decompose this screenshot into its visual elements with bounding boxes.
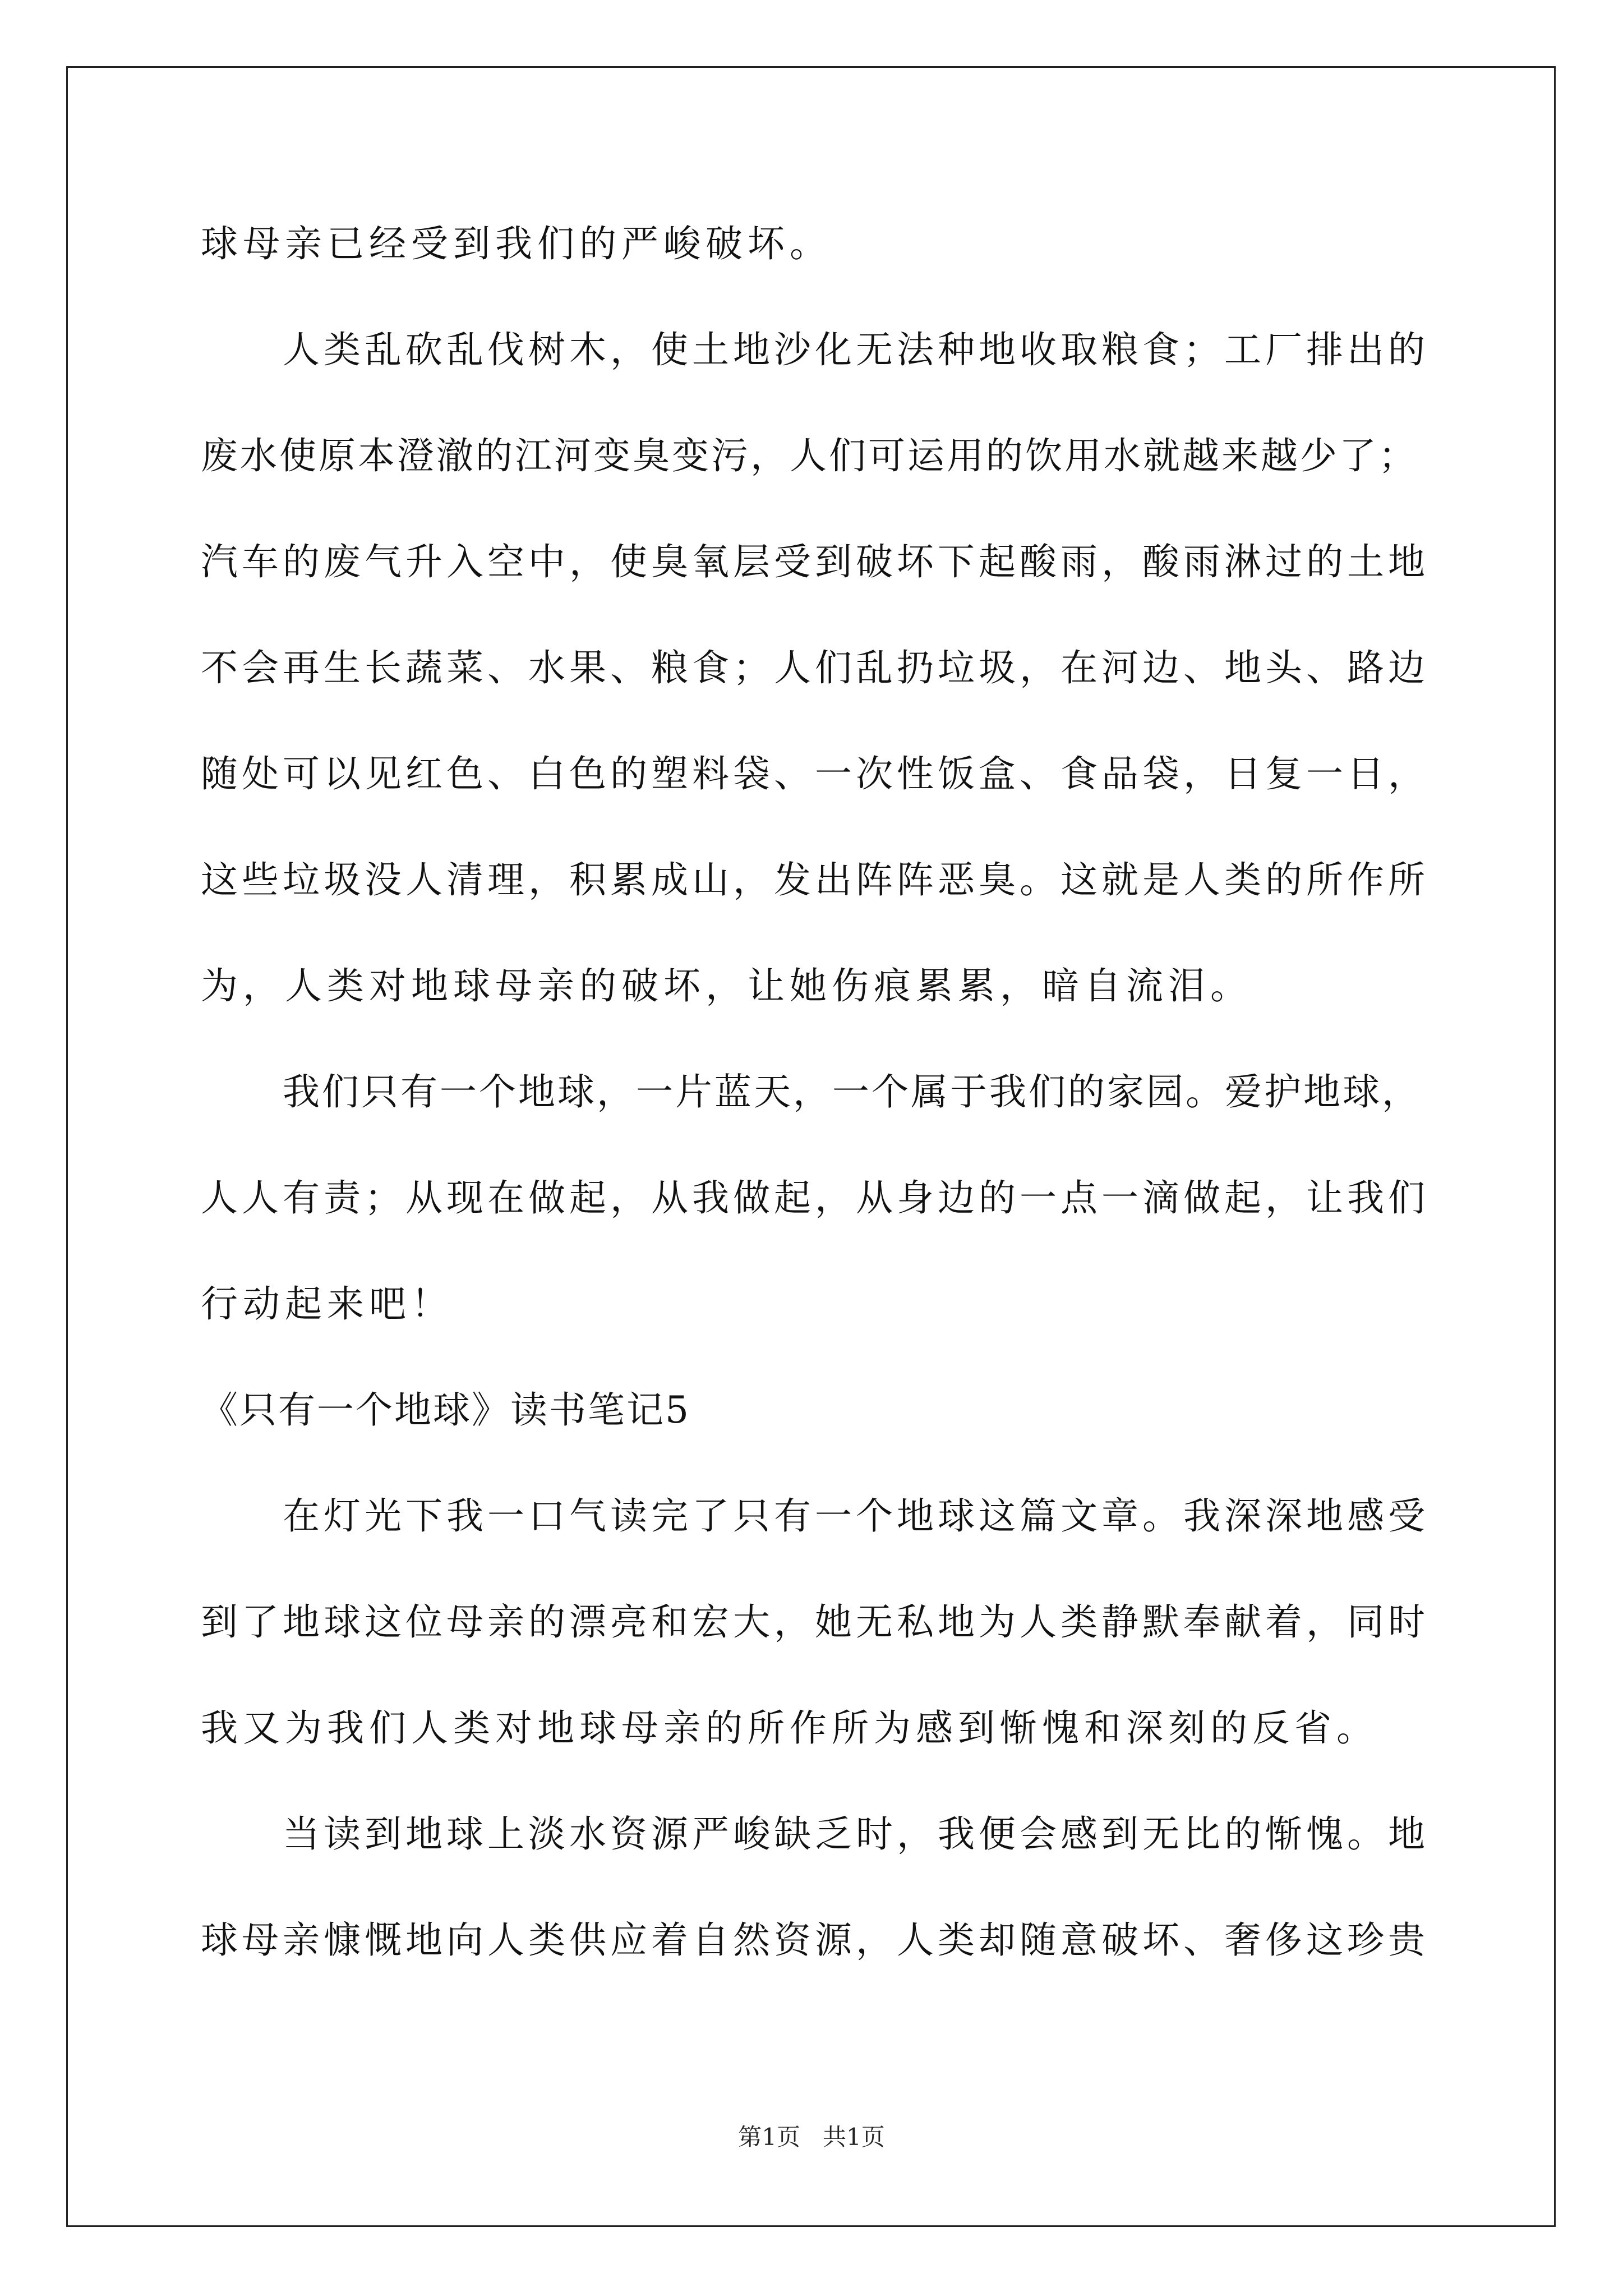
text-line: 为，人类对地球母亲的破坏，让她伤痕累累，暗自流泪。 — [201, 964, 1252, 1007]
section-heading: 《只有一个地球》读书笔记5 — [201, 1388, 690, 1432]
paragraph-start-line: 我们只有一个地球，一片蓝天，一个属于我们的家园。爱护地球， — [283, 1070, 1421, 1114]
text-line: 随处可以见红色、白色的塑料袋、一次性饭盒、食品袋，日复一日， — [201, 752, 1429, 795]
text-line: 不会再生长蔬菜、水果、粮食；人们乱扔垃圾，在河边、地头、路边 — [201, 646, 1429, 689]
text-line: 到了地球这位母亲的漂亮和宏大，她无私地为人类静默奉献着，同时 — [201, 1600, 1429, 1644]
paragraph-start-line: 当读到地球上淡水资源严峻缺乏时，我便会感到无比的惭愧。地 — [283, 1812, 1429, 1856]
text-line: 球母亲慷慨地向人类供应着自然资源，人类却随意破坏、奢侈这珍贵 — [201, 1918, 1429, 1962]
paragraph-start-line: 在灯光下我一口气读完了只有一个地球这篇文章。我深深地感受 — [283, 1494, 1429, 1538]
text-line: 人人有责；从现在做起，从我做起，从身边的一点一滴做起，让我们 — [201, 1176, 1429, 1220]
page-number-footer: 第1页 共1页 — [738, 2123, 885, 2151]
page-border — [66, 66, 1556, 2227]
text-line: 行动起来吧！ — [201, 1282, 453, 1326]
text-line: 这些垃圾没人清理，积累成山，发出阵阵恶臭。这就是人类的所作所 — [201, 858, 1429, 901]
text-line: 汽车的废气升入空中，使臭氧层受到破坏下起酸雨，酸雨淋过的土地 — [201, 540, 1429, 583]
text-line: 球母亲已经受到我们的严峻破坏。 — [201, 222, 832, 265]
paragraph-start-line: 人类乱砍乱伐树木，使土地沙化无法种地收取粮食；工厂排出的 — [283, 328, 1429, 371]
text-line: 废水使原本澄澈的江河变臭变污，人们可运用的饮用水就越来越少了； — [201, 434, 1418, 477]
text-line: 我又为我们人类对地球母亲的所作所为感到惭愧和深刻的反省。 — [201, 1706, 1378, 1750]
